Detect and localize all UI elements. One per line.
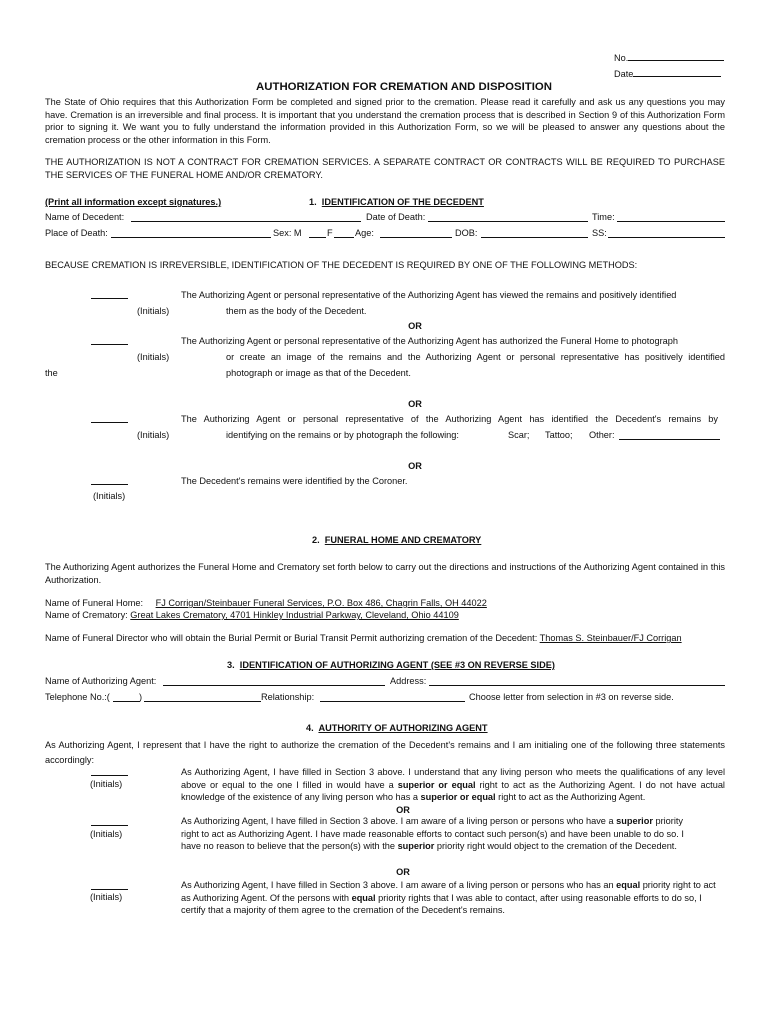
statement3-text-a: As Authorizing Agent, I have filled in Section 3 above. I am aware of a living person or persons who has an — [181, 880, 617, 890]
statement3-text-b: priority right to act as Authorizing Agent. Of the persons with — [181, 880, 716, 903]
statement1-text-c: right to act as the Authorizing Agent. — [495, 792, 646, 803]
statement1-text-b: right to act as the Authorizing Agent. I do not have actual knowledge of the existence of any living person who has a — [181, 779, 725, 803]
section3-heading — [227, 659, 555, 672]
method3-initials-label: (Initials) — [137, 430, 170, 440]
method4-initials-field[interactable] — [91, 484, 128, 485]
scar-option: Scar; — [508, 430, 530, 440]
method2-initials-field[interactable] — [91, 344, 128, 345]
section4-number: 4. — [306, 723, 314, 733]
statement3-text-c: priority rights that I was able to contact, after using reasonable efforts to do so, I certify that a majority of them agree to the cremation of the Decedent's remains. — [181, 892, 702, 916]
section2-paragraph: The Authorizing Agent authorizes the Funeral Home and Crematory set forth below to carry out the directions and instructions of the Authorizing Agent contained in this Authorization. — [45, 562, 725, 585]
funeral-home-label: Name of Funeral Home: — [45, 598, 144, 608]
statement2-bold-b: superior — [397, 841, 435, 852]
method1-line1: The Authorizing Agent or personal representative of the Authorizing Agent has viewed the remains and positively identified — [181, 290, 677, 300]
section2-heading — [312, 534, 481, 547]
section3-number: 3. — [227, 660, 235, 670]
or-separator: OR — [396, 805, 410, 815]
crematory-row — [45, 609, 459, 622]
print-note: (Print all information except signatures.) — [45, 197, 222, 207]
statement2 — [181, 815, 703, 853]
authorizing-agent-name-label: Name of Authorizing Agent: — [45, 676, 157, 686]
number-label: No. — [614, 53, 629, 63]
dob-label: DOB: — [455, 228, 478, 238]
section4-title: AUTHORITY OF AUTHORIZING AGENT — [318, 723, 488, 733]
page-title: AUTHORIZATION FOR CREMATION AND DISPOSITION — [256, 81, 552, 93]
time-field[interactable] — [617, 221, 725, 222]
section4-intro: As Authorizing Agent, I represent that I have the right to authorize the cremation of the Decedent's remains and I am initialing one of the following three statements accordingly: — [45, 740, 725, 765]
funeral-director-label: Name of Funeral Director who will obtain the Burial Permit or Burial Transit Permit authorizing cremation of the Decedent: — [45, 633, 538, 643]
age-field[interactable] — [380, 237, 452, 238]
telephone-field[interactable] — [144, 701, 261, 702]
section2-number: 2. — [312, 535, 320, 545]
statement1-text-a: As Authorizing Agent, I have filled in Section 3 above. I understand that any living person who meets the qualifications of any level above or equal to the one I filled in would have a — [181, 767, 725, 790]
crematory-value[interactable]: Great Lakes Crematory, 4701 Hinkley Industrial Parkway, Cleveland, Ohio 44109 — [130, 610, 459, 620]
section2-title: FUNERAL HOME AND CREMATORY — [324, 535, 482, 545]
dob-field[interactable] — [481, 237, 588, 238]
sex-m-label: Sex: M — [273, 228, 302, 238]
statement2-text-c: priority right would object to the cremation of the Decedent. — [434, 841, 677, 852]
method3-initials-field[interactable] — [91, 422, 128, 423]
section1-title: IDENTIFICATION OF THE DECEDENT — [321, 197, 484, 207]
intro-paragraph: The State of Ohio requires that this Authorization Form be completed and signed prior to the cremation. Please read it carefully and ask us any questions you may have. Cremation is an irreversible and final process. It is important that you understand the cremation process that is described in Section 9 of this Authorization Form prior to signing it. We want you to fully understand the information provided in this Authorization Form, so we will be pleased to answer any questions about the cremation process or the other information in this Form. — [45, 97, 725, 146]
other-field[interactable] — [619, 439, 720, 440]
section1-heading — [309, 196, 484, 209]
crematory-label: Name of Crematory: — [45, 610, 128, 620]
method3-line2: identifying on the remains or by photograph the following: — [226, 430, 459, 440]
statement2-text-a: As Authorizing Agent, I have filled in Section 3 above. I am aware of a living person or persons who have a — [181, 816, 617, 826]
method1-initials-field[interactable] — [91, 298, 128, 299]
method4-initials-label: (Initials) — [93, 491, 126, 501]
method2-line1: The Authorizing Agent or personal representative of the Authorizing Agent has authorized the Funeral Home to photograph — [181, 336, 678, 346]
decedent-name-field[interactable] — [131, 221, 361, 222]
date-label: Date — [614, 69, 634, 79]
method4-line1: The Decedent's remains were identified by the Coroner. — [181, 476, 408, 486]
tattoo-option: Tattoo; — [545, 430, 573, 440]
statement1-bold-a: superior or equal — [397, 779, 476, 790]
section1-number: 1. — [309, 197, 317, 207]
method3-line1: The Authorizing Agent or personal representative of the Authorizing Agent has identified the Decedent's remains by — [181, 414, 718, 424]
section3-title: IDENTIFICATION OF AUTHORIZING AGENT (SEE #3 ON REVERSE SIDE) — [239, 660, 555, 670]
ss-label: SS: — [592, 228, 607, 238]
funeral-home-value[interactable]: FJ Corrigan/Steinbauer Funeral Services, P.O. Box 486, Chagrin Falls, OH 44022 — [155, 598, 487, 608]
statement1-bold-b: superior or equal — [420, 792, 496, 803]
relationship-field[interactable] — [320, 701, 465, 702]
statement2-text-b: priority right to act as Authorizing Agent. I have made reasonable efforts to contact such person(s) and have been unable to do so. I have no reason to believe that the person(s) with the — [181, 816, 684, 852]
method2-line3: photograph or image as that of the Decedent. — [226, 368, 411, 378]
funeral-home-row — [45, 597, 487, 610]
funeral-director-value[interactable]: Thomas S. Steinbauer/FJ Corrigan — [539, 633, 682, 643]
date-field[interactable] — [614, 67, 721, 81]
statement3 — [181, 879, 726, 917]
statement2-initials-field[interactable] — [91, 825, 128, 826]
place-of-death-label: Place of Death: — [45, 228, 108, 238]
method2-the: the — [45, 368, 58, 378]
telephone-paren: ) — [139, 692, 143, 702]
address-label: Address: — [390, 676, 427, 686]
sex-m-field[interactable] — [309, 237, 326, 238]
number-field[interactable] — [614, 51, 724, 65]
address-field[interactable] — [429, 685, 725, 686]
statement3-initials-label: (Initials) — [90, 892, 123, 902]
statement3-bold-a: equal — [616, 880, 641, 890]
place-of-death-field[interactable] — [111, 237, 271, 238]
authorizing-agent-name-field[interactable] — [163, 685, 385, 686]
or-separator: OR — [408, 399, 422, 409]
relationship-label: Relationship: — [261, 692, 315, 702]
statement1-initials-field[interactable] — [91, 775, 128, 776]
statement2-initials-label: (Initials) — [90, 829, 123, 839]
time-label: Time: — [592, 212, 615, 222]
section4-heading — [306, 722, 488, 735]
method1-initials-label: (Initials) — [137, 306, 170, 316]
ss-field[interactable] — [608, 237, 725, 238]
other-option: Other: — [589, 430, 615, 440]
date-of-death-label: Date of Death: — [366, 212, 426, 222]
telephone-label: Telephone No.:( — [45, 692, 110, 702]
method2-initials-label: (Initials) — [137, 352, 170, 362]
statement1-initials-label: (Initials) — [90, 779, 123, 789]
date-of-death-field[interactable] — [428, 221, 588, 222]
funeral-director-row — [45, 632, 682, 645]
method2-line2: or create an image of the remains and the Authorizing Agent or personal representative has positively identified — [226, 352, 725, 362]
or-separator: OR — [396, 867, 410, 877]
statement1 — [181, 766, 725, 804]
age-label: Age: — [355, 228, 374, 238]
sex-f-label: F — [327, 228, 333, 238]
decedent-name-label: Name of Decedent: — [45, 212, 125, 222]
identification-methods-intro: BECAUSE CREMATION IS IRREVERSIBLE, IDENTIFICATION OF THE DECEDENT IS REQUIRED BY ONE OF THE FOLLOWING METHODS: — [45, 260, 638, 270]
method1-line2: them as the body of the Decedent. — [226, 306, 367, 316]
area-code-field[interactable] — [113, 701, 140, 702]
or-separator: OR — [408, 321, 422, 331]
statement3-bold-b: equal — [351, 892, 376, 903]
statement2-bold-a: superior — [616, 816, 653, 826]
contract-notice: THE AUTHORIZATION IS NOT A CONTRACT FOR CREMATION SERVICES. A SEPARATE CONTRACT OR CONTRACTS WILL BE REQUIRED TO PURCHASE THE SERVICES OF THE FUNERAL HOME AND/OR CREMATORY. — [45, 157, 725, 180]
or-separator: OR — [408, 461, 422, 471]
sex-f-field[interactable] — [334, 237, 354, 238]
choose-letter-note: Choose letter from selection in #3 on reverse side. — [469, 692, 674, 702]
statement3-initials-field[interactable] — [91, 889, 128, 890]
